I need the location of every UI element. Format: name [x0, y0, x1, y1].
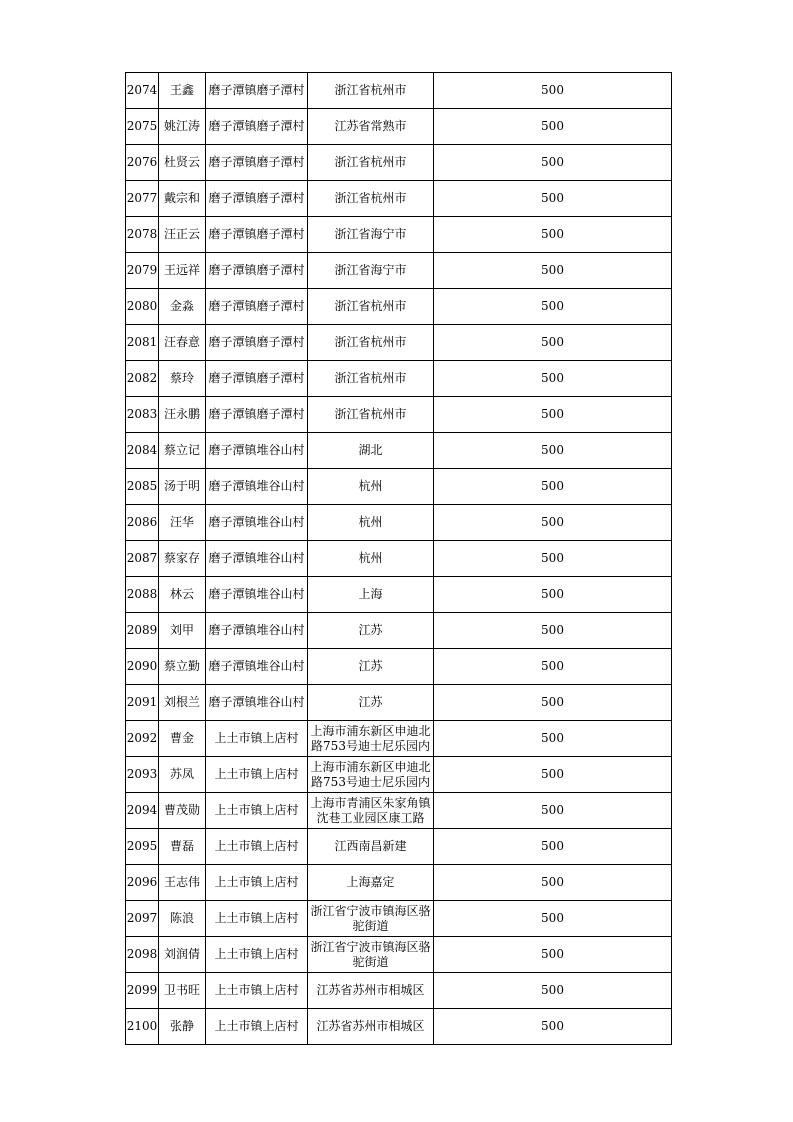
village-cell-text: 磨子潭镇堆谷山村	[208, 443, 305, 457]
amount-cell	[434, 865, 672, 901]
row-number-cell-text: 2092	[126, 731, 158, 745]
address-cell-text: 浙江省海宁市	[334, 227, 407, 241]
amount-cell-text: 500	[541, 659, 564, 673]
address-cell	[308, 433, 434, 469]
address-cell-text: 杭州	[358, 551, 383, 565]
address-cell-text: 上海市浦东新区申迪北路753号迪士尼乐园内	[310, 723, 431, 753]
address-cell-text: 上海嘉定	[346, 875, 395, 889]
row-number-cell	[126, 469, 159, 505]
address-cell	[308, 325, 434, 361]
row-number-cell-text: 2088	[126, 587, 158, 601]
village-cell-text: 磨子潭镇堆谷山村	[208, 659, 305, 673]
village-cell	[206, 937, 308, 973]
village-cell-text: 上土市镇上店村	[214, 875, 299, 889]
address-cell	[308, 397, 434, 433]
amount-cell-text: 500	[541, 875, 564, 889]
village-cell	[206, 613, 308, 649]
row-number-cell	[126, 973, 159, 1009]
row-number-cell	[126, 757, 159, 793]
amount-cell-text: 500	[541, 155, 564, 169]
name-cell-text: 刘甲	[169, 623, 194, 637]
village-cell-text: 磨子潭镇磨子潭村	[208, 119, 305, 133]
address-cell	[308, 217, 434, 253]
name-cell-text: 曹金	[169, 731, 194, 745]
table-row	[126, 181, 672, 217]
amount-cell-text: 500	[541, 695, 564, 709]
amount-cell	[434, 397, 672, 433]
table-row	[126, 613, 672, 649]
name-cell	[159, 433, 206, 469]
row-number-cell	[126, 685, 159, 721]
name-cell	[159, 757, 206, 793]
name-cell-text: 蔡立勤	[163, 659, 200, 673]
address-cell-text: 江西南昌新建	[334, 839, 407, 853]
address-cell-text: 江苏	[358, 659, 383, 673]
table-row	[126, 721, 672, 757]
name-cell-text: 蔡家存	[163, 551, 200, 565]
address-cell	[308, 937, 434, 973]
address-cell	[308, 289, 434, 325]
row-number-cell-text: 2085	[126, 479, 158, 493]
village-cell-text: 磨子潭镇堆谷山村	[208, 551, 305, 565]
amount-cell	[434, 613, 672, 649]
row-number-cell	[126, 901, 159, 937]
table-row	[126, 829, 672, 865]
name-cell-text: 陈浪	[169, 911, 194, 925]
village-cell-text: 磨子潭镇堆谷山村	[208, 587, 305, 601]
address-cell	[308, 829, 434, 865]
row-number-cell-text: 2095	[126, 839, 158, 853]
address-cell-text: 浙江省杭州市	[334, 335, 407, 349]
amount-cell-text: 500	[541, 623, 564, 637]
name-cell	[159, 541, 206, 577]
amount-cell-text: 500	[541, 911, 564, 925]
table-row	[126, 973, 672, 1009]
village-cell	[206, 541, 308, 577]
row-number-cell	[126, 1009, 159, 1045]
amount-cell-text: 500	[541, 191, 564, 205]
village-cell-text: 磨子潭镇堆谷山村	[208, 695, 305, 709]
amount-cell-text: 500	[541, 479, 564, 493]
address-cell-text: 上海	[358, 587, 383, 601]
name-cell	[159, 469, 206, 505]
name-cell	[159, 325, 206, 361]
table-row	[126, 505, 672, 541]
table-row	[126, 937, 672, 973]
name-cell-text: 刘根兰	[163, 695, 200, 709]
name-cell	[159, 145, 206, 181]
amount-cell	[434, 757, 672, 793]
address-cell	[308, 721, 434, 757]
row-number-cell-text: 2097	[126, 911, 158, 925]
village-cell-text: 上土市镇上店村	[214, 803, 299, 817]
name-cell	[159, 505, 206, 541]
address-cell	[308, 613, 434, 649]
amount-cell-text: 500	[541, 1019, 564, 1033]
amount-cell	[434, 109, 672, 145]
name-cell	[159, 73, 206, 109]
name-cell-text: 刘润倩	[163, 947, 200, 961]
name-cell	[159, 109, 206, 145]
amount-cell-text: 500	[541, 335, 564, 349]
amount-cell	[434, 325, 672, 361]
row-number-cell-text: 2087	[126, 551, 158, 565]
village-cell-text: 上土市镇上店村	[214, 911, 299, 925]
village-cell-text: 磨子潭镇磨子潭村	[208, 83, 305, 97]
row-number-cell-text: 2086	[126, 515, 158, 529]
name-cell	[159, 973, 206, 1009]
row-number-cell	[126, 577, 159, 613]
address-cell-text: 浙江省杭州市	[334, 371, 407, 385]
village-cell-text: 磨子潭镇磨子潭村	[208, 299, 305, 313]
address-cell	[308, 541, 434, 577]
row-number-cell-text: 2093	[126, 767, 158, 781]
name-cell-text: 卫书旺	[163, 983, 200, 997]
amount-cell	[434, 649, 672, 685]
name-cell-text: 汪华	[169, 515, 194, 529]
village-cell	[206, 325, 308, 361]
address-cell-text: 江苏省苏州市相城区	[316, 1019, 425, 1033]
name-cell-text: 金淼	[169, 299, 194, 313]
name-cell	[159, 181, 206, 217]
village-cell	[206, 397, 308, 433]
amount-cell	[434, 973, 672, 1009]
village-cell-text: 磨子潭镇堆谷山村	[208, 623, 305, 637]
amount-cell-text: 500	[541, 515, 564, 529]
row-number-cell	[126, 541, 159, 577]
amount-cell-text: 500	[541, 947, 564, 961]
row-number-cell-text: 2081	[126, 335, 158, 349]
name-cell-text: 姚江涛	[163, 119, 200, 133]
row-number-cell-text: 2091	[126, 695, 158, 709]
village-cell-text: 磨子潭镇堆谷山村	[208, 515, 305, 529]
address-cell-text: 江苏	[358, 695, 383, 709]
address-cell-text: 江苏省苏州市相城区	[316, 983, 425, 997]
row-number-cell	[126, 397, 159, 433]
address-cell-text: 浙江省杭州市	[334, 83, 407, 97]
village-cell-text: 磨子潭镇磨子潭村	[208, 227, 305, 241]
village-cell	[206, 757, 308, 793]
village-cell-text: 上土市镇上店村	[214, 947, 299, 961]
village-cell	[206, 505, 308, 541]
row-number-cell	[126, 829, 159, 865]
address-cell-text: 浙江省杭州市	[334, 191, 407, 205]
village-cell	[206, 829, 308, 865]
name-cell	[159, 361, 206, 397]
village-cell-text: 磨子潭镇磨子潭村	[208, 407, 305, 421]
row-number-cell-text: 2078	[126, 227, 158, 241]
village-cell	[206, 901, 308, 937]
address-cell	[308, 253, 434, 289]
name-cell-text: 汪永鹏	[163, 407, 200, 421]
name-cell-text: 王志伟	[163, 875, 200, 889]
village-cell-text: 上土市镇上店村	[214, 1019, 299, 1033]
amount-cell-text: 500	[541, 983, 564, 997]
row-number-cell	[126, 361, 159, 397]
name-cell	[159, 217, 206, 253]
name-cell	[159, 649, 206, 685]
row-number-cell	[126, 109, 159, 145]
row-number-cell	[126, 73, 159, 109]
address-cell-text: 浙江省杭州市	[334, 299, 407, 313]
table-row	[126, 109, 672, 145]
row-number-cell	[126, 289, 159, 325]
address-cell	[308, 901, 434, 937]
name-cell-text: 杜贤云	[163, 155, 200, 169]
address-cell	[308, 865, 434, 901]
amount-cell	[434, 937, 672, 973]
amount-cell-text: 500	[541, 83, 564, 97]
address-cell-text: 上海市青浦区朱家角镇沈巷工业园区康工路	[310, 795, 431, 825]
village-cell	[206, 649, 308, 685]
name-cell	[159, 865, 206, 901]
amount-cell	[434, 901, 672, 937]
row-number-cell-text: 2098	[126, 947, 158, 961]
row-number-cell	[126, 145, 159, 181]
village-cell-text: 磨子潭镇堆谷山村	[208, 479, 305, 493]
row-number-cell	[126, 721, 159, 757]
village-cell	[206, 217, 308, 253]
village-cell-text: 磨子潭镇磨子潭村	[208, 155, 305, 169]
row-number-cell-text: 2094	[126, 803, 158, 817]
row-number-cell	[126, 937, 159, 973]
row-number-cell-text: 2080	[126, 299, 158, 313]
row-number-cell-text: 2099	[126, 983, 158, 997]
amount-cell-text: 500	[541, 839, 564, 853]
amount-cell	[434, 793, 672, 829]
address-cell-text: 浙江省宁波市镇海区骆驼街道	[310, 903, 431, 933]
table-row	[126, 649, 672, 685]
row-number-cell	[126, 505, 159, 541]
amount-cell	[434, 361, 672, 397]
amount-cell-text: 500	[541, 443, 564, 457]
row-number-cell-text: 2090	[126, 659, 158, 673]
name-cell	[159, 685, 206, 721]
table-row	[126, 217, 672, 253]
row-number-cell-text: 2096	[126, 875, 158, 889]
name-cell	[159, 721, 206, 757]
village-cell-text: 上土市镇上店村	[214, 767, 299, 781]
row-number-cell	[126, 433, 159, 469]
name-cell-text: 王鑫	[169, 83, 194, 97]
address-cell	[308, 361, 434, 397]
table-row	[126, 793, 672, 829]
name-cell-text: 曹茂勋	[163, 803, 200, 817]
amount-cell	[434, 721, 672, 757]
village-cell	[206, 145, 308, 181]
row-number-cell-text: 2079	[126, 263, 158, 277]
row-number-cell	[126, 325, 159, 361]
amount-cell	[434, 1009, 672, 1045]
table-row	[126, 469, 672, 505]
table-row	[126, 901, 672, 937]
amount-cell	[434, 577, 672, 613]
name-cell	[159, 1009, 206, 1045]
row-number-cell	[126, 649, 159, 685]
address-cell	[308, 973, 434, 1009]
row-number-cell-text: 2075	[126, 119, 158, 133]
amount-cell	[434, 541, 672, 577]
amount-cell-text: 500	[541, 731, 564, 745]
address-cell	[308, 793, 434, 829]
address-cell	[308, 649, 434, 685]
amount-cell	[434, 145, 672, 181]
name-cell	[159, 793, 206, 829]
table-row	[126, 685, 672, 721]
name-cell-text: 王远祥	[163, 263, 200, 277]
amount-cell-text: 500	[541, 299, 564, 313]
table-row	[126, 253, 672, 289]
village-cell	[206, 685, 308, 721]
row-number-cell-text: 2083	[126, 407, 158, 421]
row-number-cell-text: 2074	[126, 83, 158, 97]
village-cell	[206, 253, 308, 289]
amount-cell	[434, 469, 672, 505]
address-cell-text: 江苏省常熟市	[334, 119, 407, 133]
row-number-cell	[126, 793, 159, 829]
village-cell	[206, 865, 308, 901]
address-cell-text: 浙江省杭州市	[334, 407, 407, 421]
row-number-cell-text: 2100	[126, 1019, 158, 1033]
amount-cell-text: 500	[541, 767, 564, 781]
village-cell-text: 磨子潭镇磨子潭村	[208, 335, 305, 349]
village-cell-text: 磨子潭镇磨子潭村	[208, 263, 305, 277]
table-row	[126, 865, 672, 901]
address-cell	[308, 757, 434, 793]
address-cell-text: 杭州	[358, 479, 383, 493]
address-cell-text: 杭州	[358, 515, 383, 529]
village-cell	[206, 73, 308, 109]
village-cell	[206, 361, 308, 397]
village-cell	[206, 433, 308, 469]
village-cell-text: 磨子潭镇磨子潭村	[208, 191, 305, 205]
name-cell-text: 曹磊	[169, 839, 194, 853]
amount-cell-text: 500	[541, 263, 564, 277]
name-cell-text: 戴宗和	[163, 191, 200, 205]
roster-body	[126, 73, 672, 1045]
amount-cell-text: 500	[541, 407, 564, 421]
name-cell-text: 蔡立记	[163, 443, 200, 457]
table-row	[126, 433, 672, 469]
row-number-cell-text: 2082	[126, 371, 158, 385]
table-row	[126, 73, 672, 109]
village-cell	[206, 469, 308, 505]
amount-cell	[434, 685, 672, 721]
address-cell-text: 江苏	[358, 623, 383, 637]
name-cell-text: 苏凤	[169, 767, 194, 781]
village-cell	[206, 793, 308, 829]
name-cell-text: 汪正云	[163, 227, 200, 241]
name-cell-text: 汤于明	[163, 479, 200, 493]
village-cell-text: 上土市镇上店村	[214, 731, 299, 745]
table-row	[126, 577, 672, 613]
address-cell	[308, 145, 434, 181]
amount-cell	[434, 217, 672, 253]
amount-cell-text: 500	[541, 587, 564, 601]
row-number-cell-text: 2077	[126, 191, 158, 205]
table-row	[126, 397, 672, 433]
row-number-cell	[126, 253, 159, 289]
name-cell-text: 林云	[169, 587, 194, 601]
name-cell-text: 汪春意	[163, 335, 200, 349]
address-cell-text: 浙江省海宁市	[334, 263, 407, 277]
name-cell-text: 张静	[169, 1019, 194, 1033]
address-cell	[308, 73, 434, 109]
row-number-cell-text: 2084	[126, 443, 158, 457]
village-cell-text: 磨子潭镇磨子潭村	[208, 371, 305, 385]
amount-cell	[434, 505, 672, 541]
address-cell	[308, 685, 434, 721]
name-cell	[159, 613, 206, 649]
address-cell-text: 湖北	[358, 443, 383, 457]
address-cell	[308, 181, 434, 217]
address-cell-text: 浙江省宁波市镇海区骆驼街道	[310, 939, 431, 969]
village-cell-text: 上土市镇上店村	[214, 983, 299, 997]
name-cell	[159, 253, 206, 289]
table-row	[126, 289, 672, 325]
table-row	[126, 757, 672, 793]
row-number-cell	[126, 613, 159, 649]
amount-cell	[434, 253, 672, 289]
amount-cell	[434, 433, 672, 469]
row-number-cell-text: 2076	[126, 155, 158, 169]
row-number-cell	[126, 217, 159, 253]
name-cell	[159, 289, 206, 325]
table-row	[126, 541, 672, 577]
name-cell	[159, 901, 206, 937]
name-cell	[159, 397, 206, 433]
village-cell	[206, 289, 308, 325]
amount-cell	[434, 181, 672, 217]
village-cell	[206, 577, 308, 613]
name-cell	[159, 829, 206, 865]
address-cell	[308, 109, 434, 145]
address-cell	[308, 577, 434, 613]
address-cell	[308, 1009, 434, 1045]
amount-cell-text: 500	[541, 371, 564, 385]
village-cell	[206, 181, 308, 217]
table-row	[126, 361, 672, 397]
amount-cell-text: 500	[541, 803, 564, 817]
row-number-cell-text: 2089	[126, 623, 158, 637]
row-number-cell	[126, 865, 159, 901]
village-cell-text: 上土市镇上店村	[214, 839, 299, 853]
village-cell	[206, 109, 308, 145]
name-cell	[159, 577, 206, 613]
village-cell	[206, 1009, 308, 1045]
amount-cell	[434, 829, 672, 865]
amount-cell	[434, 73, 672, 109]
table-row	[126, 325, 672, 361]
address-cell	[308, 505, 434, 541]
amount-cell-text: 500	[541, 551, 564, 565]
table-row	[126, 1009, 672, 1045]
amount-cell-text: 500	[541, 119, 564, 133]
address-cell	[308, 469, 434, 505]
amount-cell-text: 500	[541, 227, 564, 241]
name-cell-text: 蔡玲	[169, 371, 194, 385]
table-row	[126, 145, 672, 181]
roster-table	[125, 72, 672, 1045]
village-cell	[206, 721, 308, 757]
village-cell	[206, 973, 308, 1009]
name-cell	[159, 937, 206, 973]
row-number-cell	[126, 181, 159, 217]
address-cell-text: 浙江省杭州市	[334, 155, 407, 169]
address-cell-text: 上海市浦东新区申迪北路753号迪士尼乐园内	[310, 759, 431, 789]
amount-cell	[434, 289, 672, 325]
